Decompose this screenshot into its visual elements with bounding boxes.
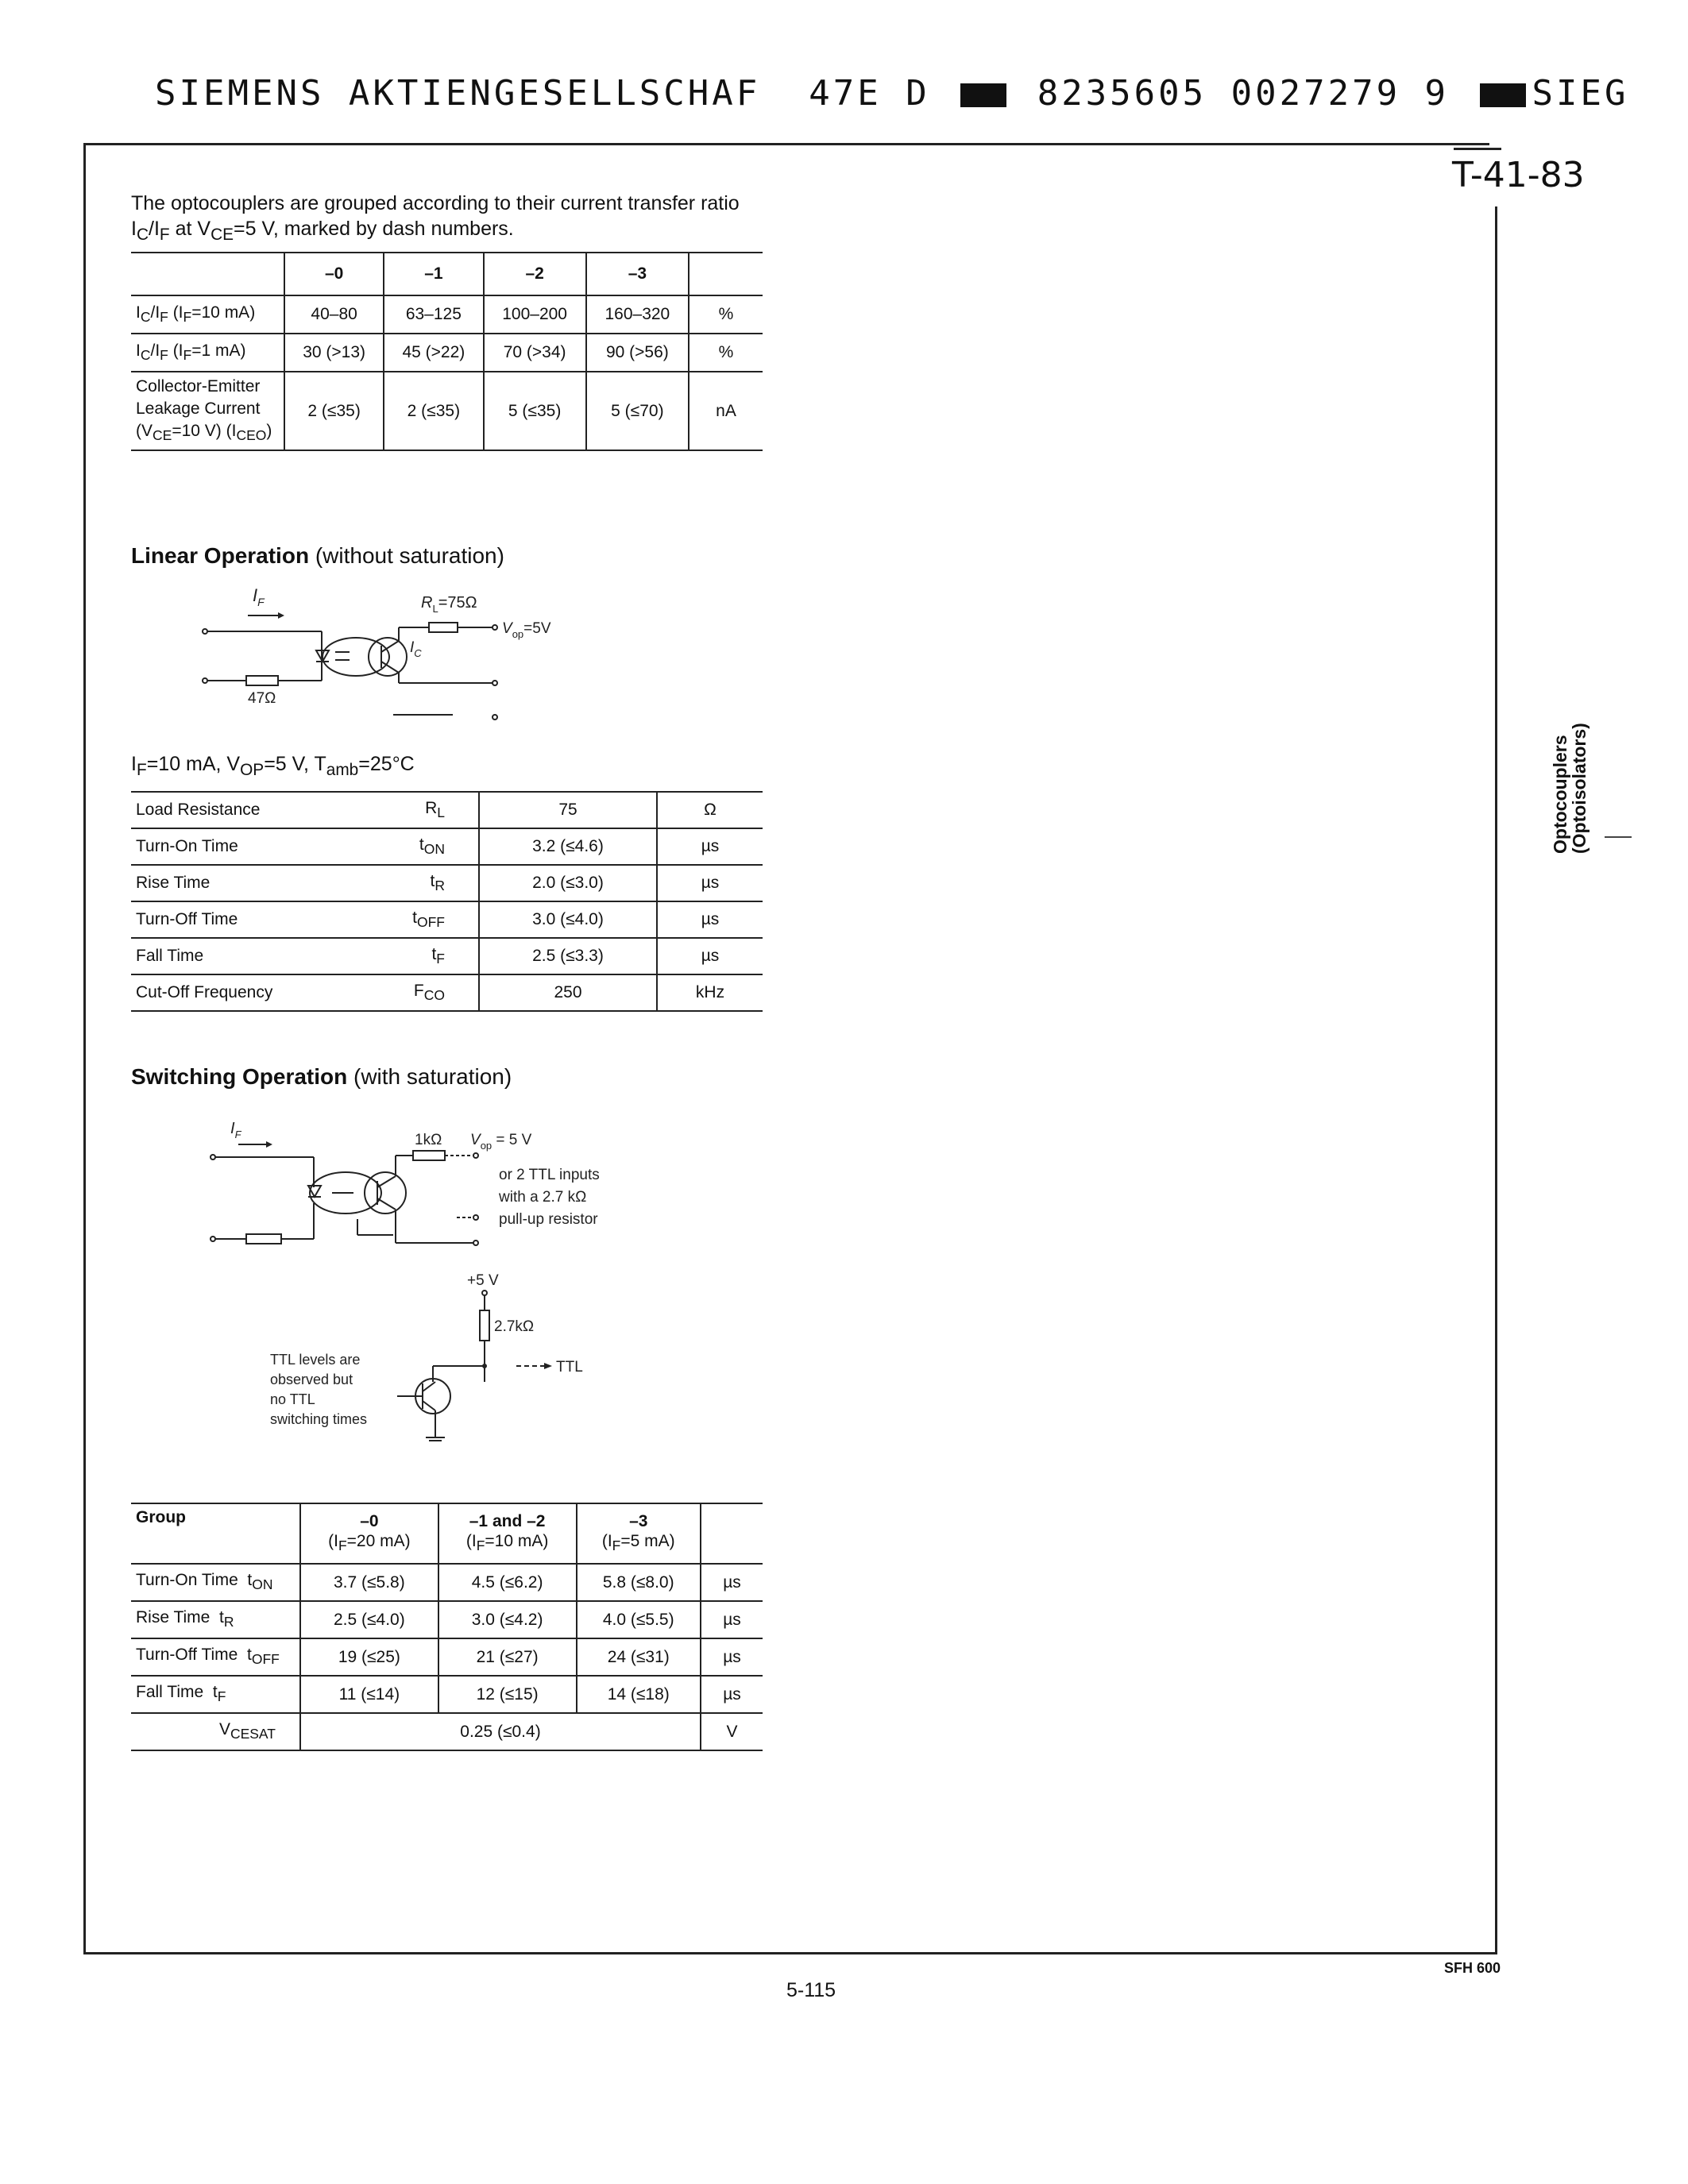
table-row xyxy=(131,828,763,865)
unit-cell: Ω xyxy=(657,792,763,828)
table-cell: 2.5 (≤3.3) xyxy=(479,938,657,974)
row-label: Turn-Off Time $t_{OFF}$ xyxy=(131,1638,300,1676)
side-tab-mark xyxy=(1605,836,1632,838)
header-code1: 47E D xyxy=(809,73,930,114)
if-label: $I_F$ xyxy=(253,585,265,608)
table-cell: 4.0 (≤5.5) xyxy=(577,1601,701,1638)
table-row xyxy=(131,295,763,334)
unit-cell: % xyxy=(689,295,763,334)
unit-cell: kHz xyxy=(657,974,763,1011)
row-label: Turn-On Time $t_{ON}$ xyxy=(131,1564,300,1601)
symbol-cell: $t_R$ xyxy=(339,865,479,901)
col-header: –0 ($I_F=20$ mA) xyxy=(300,1503,438,1564)
resistor-label: 47Ω xyxy=(248,690,276,707)
symbol-cell: $t_F$ xyxy=(339,938,479,974)
part-number: SFH 600 xyxy=(1444,1960,1501,1976)
frame-bottom-rule xyxy=(83,1952,1497,1954)
unit-cell: µs xyxy=(657,828,763,865)
table-row xyxy=(131,901,763,938)
table-cell: 0.25 (≤0.4) xyxy=(300,1713,701,1750)
header-line xyxy=(155,73,1629,114)
if-label: $I_F$ xyxy=(230,1120,241,1140)
table-cell: 4.5 (≤6.2) xyxy=(438,1564,577,1601)
unit-cell: µs xyxy=(657,901,763,938)
table-cell: 3.2 (≤4.6) xyxy=(479,828,657,865)
table-cell: 11 (≤14) xyxy=(300,1676,438,1713)
intro-paragraph: The optocouplers are grouped according to their current transfer ratio $I_C/I_F$ at $V_{CE}=5$ V, marked by dash numbers. xyxy=(131,192,740,244)
table-row xyxy=(131,1713,763,1750)
table-row xyxy=(131,334,763,372)
ttl-circuit-diagram xyxy=(262,1271,612,1461)
page-ref-overline xyxy=(1454,148,1501,150)
unit-cell: µs xyxy=(657,938,763,974)
linear-circuit-diagram xyxy=(191,584,604,727)
header-code3: SIEG xyxy=(1532,73,1629,114)
symbol-cell: $F_{CO}$ xyxy=(339,974,479,1011)
ttl-note: observed but xyxy=(270,1372,353,1387)
table-cell: 63–125 xyxy=(384,295,483,334)
table-row xyxy=(131,1638,763,1676)
table-cell: 5 (≤35) xyxy=(484,372,586,450)
col-header: –1 xyxy=(384,253,483,295)
table-cell: 12 (≤15) xyxy=(438,1676,577,1713)
col-header: –3 xyxy=(586,253,689,295)
note-line: pull-up resistor xyxy=(499,1211,598,1228)
unit-cell: µs xyxy=(701,1564,763,1601)
table-cell: 160–320 xyxy=(586,295,689,334)
table-cell: 3.0 (≤4.2) xyxy=(438,1601,577,1638)
group-header: Group xyxy=(131,1503,300,1564)
table-cell: 24 (≤31) xyxy=(577,1638,701,1676)
col-header: –2 xyxy=(484,253,586,295)
row-label: Collector-Emitter Leakage Current ($V_{CE}=10$ V) $(I_{CEO})$ xyxy=(131,372,284,450)
ttl-note: no TTL xyxy=(270,1391,315,1407)
symbol-cell: $t_{OFF}$ xyxy=(339,901,479,938)
table-cell: 2.5 (≤4.0) xyxy=(300,1601,438,1638)
ttl-label: TTL xyxy=(556,1359,583,1376)
row-label: $I_C/I_F$ ($I_F=10$ mA) xyxy=(131,295,284,334)
table-cell: 2.0 (≤3.0) xyxy=(479,865,657,901)
row-label: Fall Time $t_F$ xyxy=(131,1676,300,1713)
frame-right-rule xyxy=(1495,206,1497,1954)
table-row xyxy=(131,1564,763,1601)
switching-operation-title: Switching Operation (with saturation) xyxy=(131,1064,512,1089)
symbol-cell: $R_L$ xyxy=(339,792,479,828)
row-label: Load Resistance xyxy=(131,792,339,828)
note-line: or 2 TTL inputs xyxy=(499,1167,600,1183)
linear-conditions: $I_F=10$ mA, $V_{OP}=5$ V, $T_{amb}=25^\circ C$ xyxy=(131,753,415,779)
table-cell: 250 xyxy=(479,974,657,1011)
switching-circuit-diagram xyxy=(191,1116,635,1275)
table-cell: 3.7 (≤5.8) xyxy=(300,1564,438,1601)
table-cell: 14 (≤18) xyxy=(577,1676,701,1713)
col-header: –0 xyxy=(284,253,384,295)
table-cell: 75 xyxy=(479,792,657,828)
unit-cell: % xyxy=(689,334,763,372)
black-bar-mark xyxy=(1480,83,1526,107)
table-cell: 21 (≤27) xyxy=(438,1638,577,1676)
rl-label: $R_L=75\Omega$ xyxy=(421,594,477,615)
table-cell: 5 (≤70) xyxy=(586,372,689,450)
row-label: Cut-Off Frequency xyxy=(131,974,339,1011)
row-label: Turn-Off Time xyxy=(131,901,339,938)
linear-operation-table xyxy=(131,791,763,1012)
unit-cell: µs xyxy=(701,1638,763,1676)
table-header-row xyxy=(131,1503,763,1564)
header-code2: 8235605 0027279 9 xyxy=(1037,73,1450,114)
table-row xyxy=(131,372,763,450)
page-number: 5-115 xyxy=(786,1979,836,2001)
vop-label: $V_{op}=5V$ xyxy=(502,620,551,640)
vop-label: $V_{op} = 5$ V xyxy=(470,1132,532,1152)
side-tab-label: Optocouplers (Optoisolators) xyxy=(1550,723,1590,854)
frame-top-rule xyxy=(83,143,1489,145)
linear-operation-title: Linear Operation (without saturation) xyxy=(131,543,504,568)
table-cell: 45 (>22) xyxy=(384,334,483,372)
table-cell: 2 (≤35) xyxy=(384,372,483,450)
row-label: Rise Time $t_R$ xyxy=(131,1601,300,1638)
table-cell: 2 (≤35) xyxy=(284,372,384,450)
page-ref: T-41-83 xyxy=(1452,155,1585,195)
unit-cell: µs xyxy=(657,865,763,901)
table-row xyxy=(131,1601,763,1638)
col-header: –3 ($I_F=5$ mA) xyxy=(577,1503,701,1564)
table-row xyxy=(131,865,763,901)
unit-cell: V xyxy=(701,1713,763,1750)
table-cell: 5.8 (≤8.0) xyxy=(577,1564,701,1601)
table-cell: 3.0 (≤4.0) xyxy=(479,901,657,938)
table-cell: 30 (>13) xyxy=(284,334,384,372)
table-cell: 40–80 xyxy=(284,295,384,334)
col-header: –1 and –2 ($I_F=10$ mA) xyxy=(438,1503,577,1564)
ttl-note: TTL levels are xyxy=(270,1352,361,1368)
table-cell: 19 (≤25) xyxy=(300,1638,438,1676)
row-label: Rise Time xyxy=(131,865,339,901)
table-row xyxy=(131,974,763,1011)
header-company: SIEMENS AKTIENGESELLSCHAF xyxy=(155,73,761,114)
ttl-note: switching times xyxy=(270,1411,368,1427)
note-line: with a 2.7 kΩ xyxy=(499,1189,587,1206)
switching-operation-table xyxy=(131,1503,763,1751)
table-row xyxy=(131,792,763,828)
unit-cell: µs xyxy=(701,1676,763,1713)
table-cell: 70 (>34) xyxy=(484,334,586,372)
unit-cell: nA xyxy=(689,372,763,450)
ctr-group-table xyxy=(131,252,763,451)
row-label: Turn-On Time xyxy=(131,828,339,865)
r1-label: 1kΩ xyxy=(415,1132,442,1148)
row-label: $I_C/I_F$ ($I_F=1$ mA) xyxy=(131,334,284,372)
table-row xyxy=(131,1676,763,1713)
symbol-cell: $t_{ON}$ xyxy=(339,828,479,865)
row-label: Fall Time xyxy=(131,938,339,974)
table-cell: 100–200 xyxy=(484,295,586,334)
table-header-row xyxy=(131,253,763,295)
unit-cell: µs xyxy=(701,1601,763,1638)
black-bar-mark xyxy=(960,83,1006,107)
table-row xyxy=(131,938,763,974)
table-cell: 90 (>56) xyxy=(586,334,689,372)
frame-left-rule xyxy=(83,143,86,1954)
row-label: $V_{CESAT}$ xyxy=(131,1713,300,1750)
r2-label: 2.7kΩ xyxy=(494,1318,535,1335)
ic-label: $I_C$ xyxy=(410,639,422,659)
plus5v-label: +5 V xyxy=(467,1272,499,1289)
